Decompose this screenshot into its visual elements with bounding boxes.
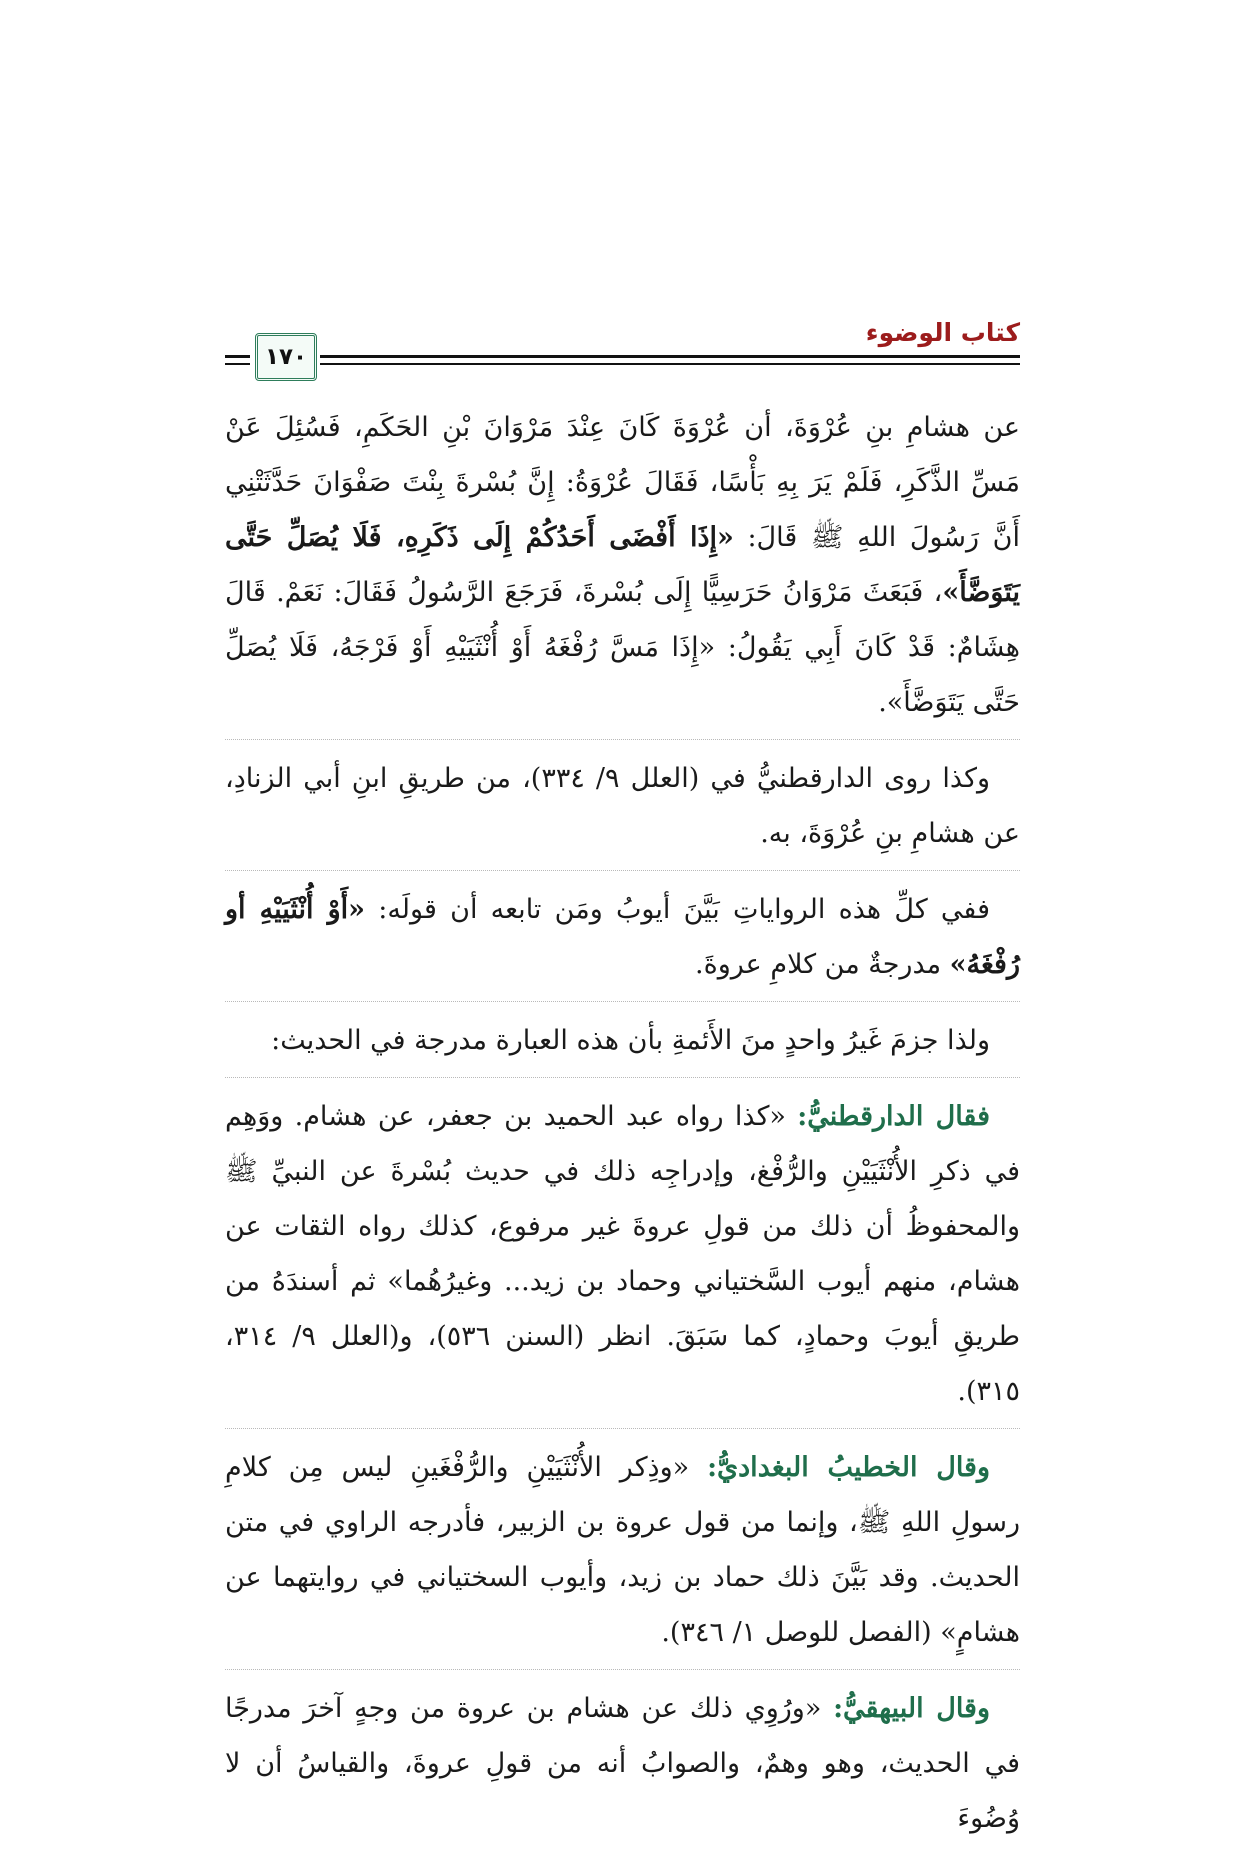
text-run: ، فَبَعَثَ مَرْوَانُ حَرَسِيًّا إِلَى بُسْرةَ، فَرَجَعَ الرَّسُولُ فَقَالَ: نَعَمْ. قَالَ هِشَامٌ: قَدْ كَانَ أَبِي يَقُولُ: «إِذَا مَسَّ رُفْغَهُ أَوْ أُنْثَيَيْهِ أَوْ فَرْجَهُ، فَلَا يُصَلِّ حَتَّى يَتَوَضَّأَ». (225, 577, 1020, 718)
text-run: «وذِكر الأُنْثَيَيْنِ والرُّفْغَينِ ليس مِن كلامِ رسولِ اللهِ ﷺ، وإنما من قول عروة بن الزبير، فأدرجه الراوي في متن الحديث. وقد بَيَّنَ ذلك حماد بن زيد، وأيوب السختياني في روايتهما عن هشامٍ» (الفصل للوصل ١/ ٣٤٦). (225, 1452, 1020, 1648)
speaker-label: فقال الدارقطنيُّ: (797, 1101, 990, 1132)
paragraph-bayhaqi (225, 1681, 1020, 1846)
page-header (225, 318, 1020, 393)
text-run: «كذا رواه عبد الحميد بن جعفر، عن هشام. ووَهِم في ذكرِ الأُنْثَيَيْنِ والرُّفْغ، وإدراجِه ذلك في حديث بُسْرةَ عن النبيِّ ﷺ والمحفوظُ أن ذلك من قولِ عروةَ غير مرفوع، كذلك رواه الثقات عن هشام، منهم أيوب السَّختياني وحماد بن زيد... وغيرُهُما» ثم أسندَهُ من طريقِ أيوبَ وحمادٍ، كما سَبَقَ. انظر (السنن ٥٣٦)، و(العلل ٩/ ٣١٤، ٣١٥). (225, 1101, 1020, 1407)
book-title: كتاب الوضوء (865, 318, 1020, 347)
paragraph-divider (225, 1077, 1020, 1081)
paragraph-idraj (225, 882, 1020, 992)
hadith-quote: «إِذَا أَفْضَى أَحَدُكُمْ إِلَى ذَكَرِهِ، فَلَا يُصَلِّ حَتَّى يَتَوَضَّأَ» (225, 522, 1020, 608)
paragraph-daraqutni-ref: وكذا روى الدارقطنيُّ في (العلل ٩/ ٣٣٤)، من طريقِ ابنِ أبي الزنادِ، عن هشامِ بنِ عُرْوَةَ، به. (225, 763, 1020, 849)
speaker-label: وقال الخطيبُ البغداديُّ: (707, 1452, 990, 1483)
paragraph-divider (225, 870, 1020, 874)
paragraph-khatib (225, 1440, 1020, 1660)
header-rule-left-top (225, 355, 250, 358)
speaker-label: وقال البيهقيُّ: (833, 1693, 990, 1724)
paragraph-divider (225, 1669, 1020, 1673)
page-number: ١٧٠ (264, 344, 308, 370)
text-run: مدرجةٌ من كلامِ عروةَ. (695, 949, 950, 980)
page-number-frame (255, 333, 317, 381)
paragraph-daraqutni (225, 1089, 1020, 1419)
text-run: «ورُوِي ذلك عن هشام بن عروة من وجهٍ آخرَ مدرجًا في الحديث، وهو وهمٌ، والصوابُ أنه من قولِ عروةَ، والقياسُ أن لا وُضُوءَ (225, 1693, 1020, 1834)
paragraph-imams: ولذا جزمَ غَيرُ واحدٍ منَ الأَئمةِ بأن هذه العبارة مدرجة في الحديث: (271, 1025, 990, 1056)
text-run: عن هشامِ بنِ عُرْوَةَ، أن عُرْوَةَ كَانَ عِنْدَ مَرْوَانَ بْنِ الحَكَمِ، فَسُئِلَ عَنْ مَسِّ الذَّكَرِ، فَلَمْ يَرَ بِهِ بَأْسًا، فَقَالَ عُرْوَةُ: إِنَّ بُسْرةَ بِنْتَ صَفْوَانَ حَدَّثَتْنِي أَنَّ رَسُولَ اللهِ ﷺ قَالَ: (225, 412, 1020, 553)
header-rule-left-bottom (225, 363, 250, 365)
paragraph-hadith (225, 400, 1020, 730)
text-run: ففي كلِّ هذه الرواياتِ بَيَّنَ أيوبُ ومَن تابعه أن قولَه: (365, 894, 990, 925)
paragraph-divider (225, 739, 1020, 743)
header-rule-top (320, 355, 1020, 358)
quoted-phrase: «أَوْ أُنْثَيَيْهِ أو رُفْغَهُ» (225, 894, 1020, 980)
paragraph-divider (225, 1001, 1020, 1005)
header-rule-bottom (320, 363, 1020, 365)
page-body (225, 400, 1020, 1855)
paragraph-divider (225, 1428, 1020, 1432)
